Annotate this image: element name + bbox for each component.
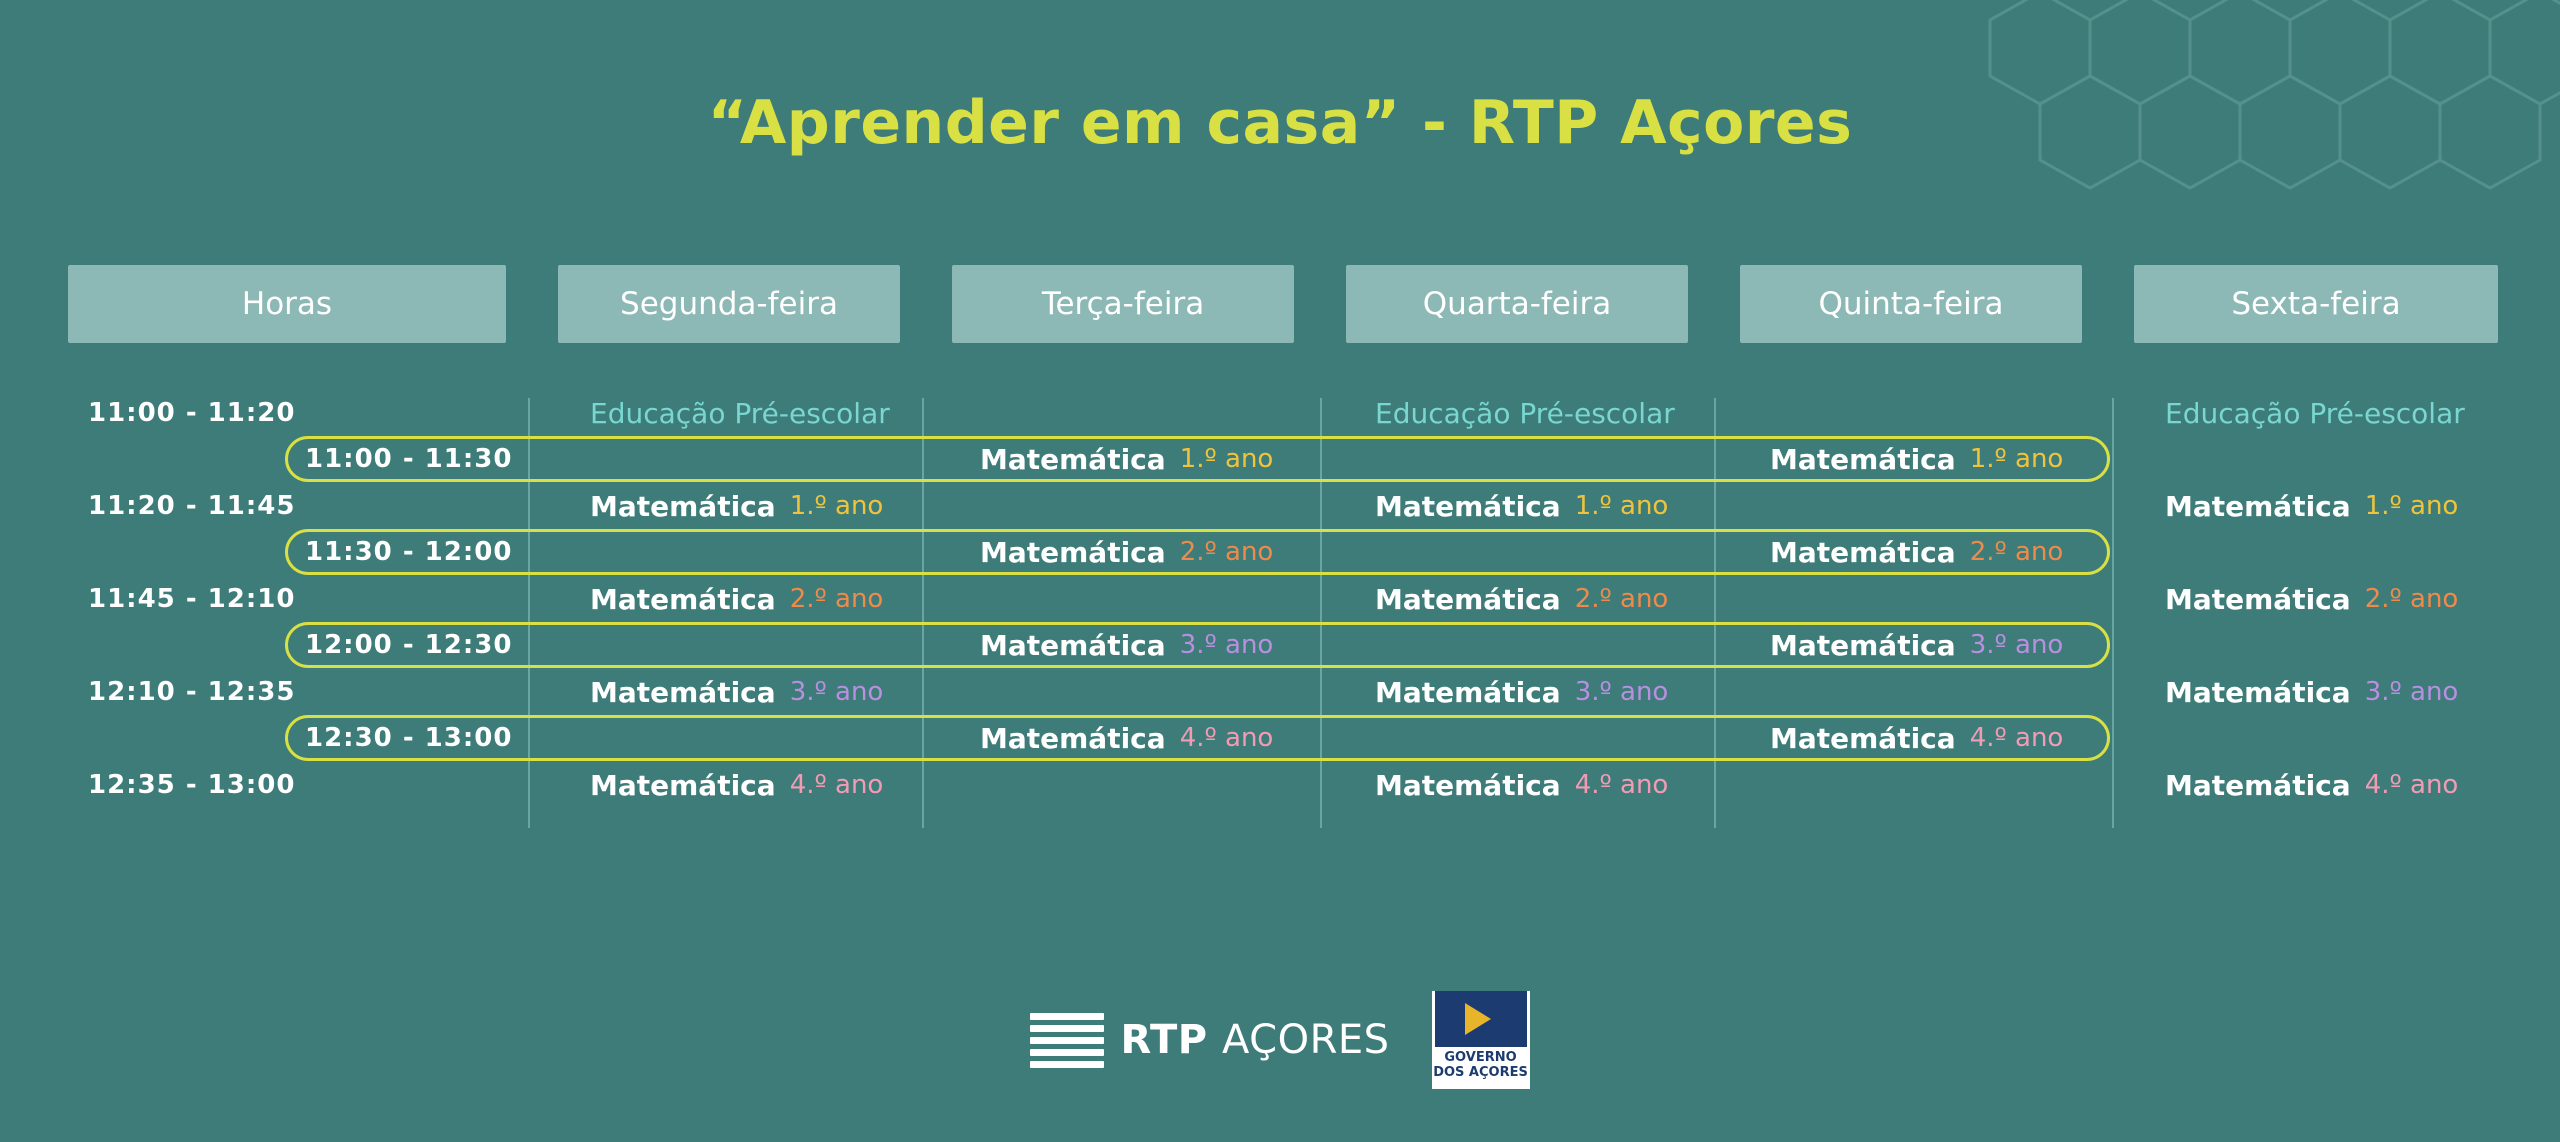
schedule-cell (2165, 483, 2458, 529)
subject-label: Matemática (2165, 768, 2351, 802)
column-header-segunda-feira: Segunda-feira (558, 265, 900, 343)
time-cell (88, 762, 295, 808)
subject-label: Matemática (590, 582, 776, 616)
time-cell (88, 483, 295, 529)
footer-logos (0, 985, 2560, 1095)
column-header-horas: Horas (68, 265, 506, 343)
schedule-cell (1770, 622, 2063, 668)
schedule-grid (0, 380, 2560, 820)
page-title: “Aprender em casa” - RTP Açores (707, 88, 1853, 158)
time-label: 11:00 - 11:20 (88, 398, 296, 428)
subject-label: Educação Pré-escolar (590, 396, 890, 430)
schedule-cell (1770, 715, 2063, 761)
time-cell (88, 390, 295, 436)
time-label: 11:45 - 12:10 (88, 584, 296, 614)
time-label: 12:30 - 13:00 (305, 723, 513, 753)
year-label: 3.º ano (1969, 630, 2064, 660)
year-label: 2.º ano (2364, 584, 2459, 614)
year-label: 2.º ano (1969, 537, 2064, 567)
schedule-cell (980, 715, 1273, 761)
subject-label: Matemática (1375, 768, 1561, 802)
year-label: 2.º ano (789, 584, 884, 614)
schedule-row (0, 436, 2560, 482)
year-label: 1.º ano (1969, 444, 2064, 474)
subject-label: Matemática (1375, 675, 1561, 709)
subject-label: Matemática (590, 768, 776, 802)
year-label: 3.º ano (789, 677, 884, 707)
year-label: 2.º ano (1179, 537, 1274, 567)
schedule-cell (2165, 669, 2458, 715)
column-header-terca-feira: Terça-feira (952, 265, 1294, 343)
year-label: 4.º ano (789, 770, 884, 800)
subject-label: Matemática (1375, 582, 1561, 616)
schedule-cell (980, 529, 1273, 575)
subject-label: Matemática (2165, 675, 2351, 709)
schedule-cell (1770, 436, 2063, 482)
schedule-cell (2165, 390, 2465, 436)
subject-label: Matemática (1375, 489, 1561, 523)
subject-label: Matemática (980, 628, 1166, 662)
schedule-cell (590, 762, 883, 808)
governo-dos-acores-logo (1432, 991, 1530, 1089)
column-header-quarta-feira: Quarta-feira (1346, 265, 1688, 343)
year-label: 3.º ano (2364, 677, 2459, 707)
year-label: 1.º ano (1179, 444, 1274, 474)
column-header-sexta-feira: Sexta-feira (2134, 265, 2498, 343)
year-label: 4.º ano (1969, 723, 2064, 753)
time-cell (305, 529, 512, 575)
schedule-cell (1770, 529, 2063, 575)
year-label: 4.º ano (1179, 723, 1274, 753)
year-label: 4.º ano (2364, 770, 2459, 800)
subject-label: Matemática (980, 535, 1166, 569)
year-label: 4.º ano (1574, 770, 1669, 800)
subject-label: Matemática (980, 721, 1166, 755)
schedule-cell (1375, 762, 1668, 808)
schedule-row (0, 576, 2560, 622)
subject-label: Matemática (1770, 442, 1956, 476)
schedule-cell (980, 436, 1273, 482)
subject-label: Matemática (1770, 535, 1956, 569)
rtp-bars-icon (1030, 1013, 1104, 1068)
schedule-cell (2165, 762, 2458, 808)
schedule-row (0, 483, 2560, 529)
subject-label: Educação Pré-escolar (2165, 396, 2465, 430)
time-cell (305, 436, 512, 482)
schedule-cell (980, 622, 1273, 668)
year-label: 1.º ano (1574, 491, 1669, 521)
year-label: 2.º ano (1574, 584, 1669, 614)
schedule-row (0, 390, 2560, 436)
column-header-quinta-feira: Quinta-feira (1740, 265, 2082, 343)
time-label: 12:00 - 12:30 (305, 630, 513, 660)
schedule-row (0, 715, 2560, 761)
year-label: 1.º ano (789, 491, 884, 521)
subject-label: Matemática (1770, 721, 1956, 755)
governo-line-1: GOVERNO (1444, 1050, 1517, 1066)
subject-label: Matemática (590, 489, 776, 523)
schedule-row (0, 622, 2560, 668)
governo-logo-text (1433, 1051, 1528, 1081)
time-cell (305, 622, 512, 668)
schedule-cell (590, 390, 890, 436)
subject-label: Educação Pré-escolar (1375, 396, 1675, 430)
time-label: 11:20 - 11:45 (88, 491, 296, 521)
rtp-logo-text (1120, 1017, 1389, 1063)
schedule-row (0, 529, 2560, 575)
subject-label: Matemática (2165, 489, 2351, 523)
subject-label: Matemática (1770, 628, 1956, 662)
schedule-cell (1375, 576, 1668, 622)
time-label: 11:30 - 12:00 (305, 537, 513, 567)
time-label: 12:10 - 12:35 (88, 677, 296, 707)
subject-label: Matemática (590, 675, 776, 709)
time-label: 11:00 - 11:30 (305, 444, 513, 474)
rtp-logo-bold: RTP (1120, 1017, 1208, 1063)
governo-line-2: DOS AÇORES (1433, 1065, 1528, 1081)
time-cell (88, 576, 295, 622)
year-label: 3.º ano (1179, 630, 1274, 660)
schedule-row (0, 669, 2560, 715)
acores-hawk-icon (1435, 991, 1527, 1047)
schedule-cell (1375, 483, 1668, 529)
time-label: 12:35 - 13:00 (88, 770, 296, 800)
subject-label: Matemática (980, 442, 1166, 476)
time-cell (305, 715, 512, 761)
schedule-header-row (68, 265, 2498, 343)
schedule-cell (590, 669, 883, 715)
schedule-cell (1375, 390, 1675, 436)
schedule-cell (2165, 576, 2458, 622)
rtp-logo-light: AÇORES (1222, 1017, 1390, 1063)
schedule-cell (590, 576, 883, 622)
rtp-acores-logo (1030, 1013, 1389, 1068)
schedule-cell (1375, 669, 1668, 715)
schedule-row (0, 762, 2560, 808)
subject-label: Matemática (2165, 582, 2351, 616)
schedule-cell (590, 483, 883, 529)
year-label: 1.º ano (2364, 491, 2459, 521)
year-label: 3.º ano (1574, 677, 1669, 707)
time-cell (88, 669, 295, 715)
